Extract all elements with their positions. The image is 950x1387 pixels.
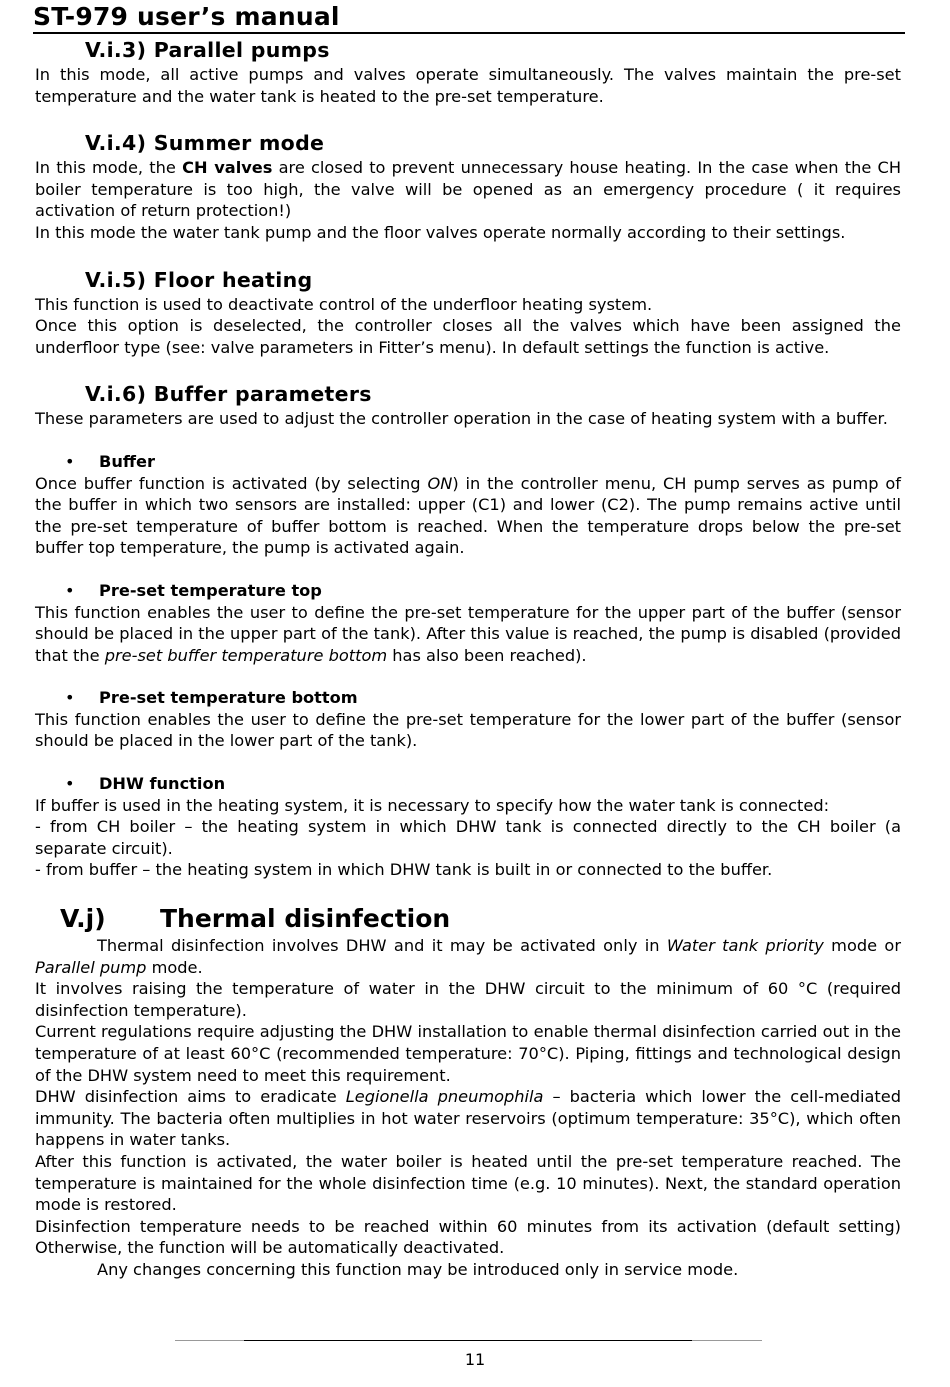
heading-thermal-disinfection: V.j) Thermal disinfection [60,904,451,934]
paragraph: In this mode, all active pumps and valves operate simultaneously. The valves maintain the pre-set temperature and the water tank is heated to the pre-set temperature. [35,65,901,106]
manual-title: ST-979 user’s manual [33,2,340,31]
paragraph: Any changes concerning this function may be introduced only in service mode. [97,1259,739,1279]
paragraph: Once buffer function is activated (by selecting ON) in the controller menu, CH pump serves as pump of the buffer in which two sensors are installed: upper (C1) and lower (C2). The pump remains active until the pre-set temperature of buffer bottom is reached. When the temperature drops below the pre-set buffer top temperature, the pump is activated again. [35,473,901,558]
heading-floor-heating: V.i.5) Floor heating [85,267,313,292]
bullet-preset-top: • Pre-set temperature top [65,580,322,600]
paragraph: In this mode the water tank pump and the floor valves operate normally according to their settings. [35,222,846,242]
page-number: 11 [464,1350,486,1369]
heading-summer-mode: V.i.4) Summer mode [85,131,325,156]
paragraph: This function is used to deactivate control of the underfloor heating system. [35,294,653,314]
paragraph: This function enables the user to define the pre-set temperature for the upper part of the buffer (sensor should be placed in the upper part of the tank). After this value is reached, the pump is disabled (provided that the pre-set buffer temperature bottom has also been reached). [35,602,901,665]
paragraph: If buffer is used in the heating system, it is necessary to specify how the water tank is connected: [35,795,830,815]
bullet-preset-bottom: • Pre-set temperature bottom [65,688,358,708]
paragraph: Thermal disinfection involves DHW and it may be activated only in Water tank priority mode or Parallel pump mode. [35,936,901,977]
paragraph: - from buffer – the heating system in which DHW tank is built in or connected to the buffer. [35,860,773,880]
page-content [35,36,901,1281]
page-header [33,2,905,34]
paragraph: - from CH boiler – the heating system in which DHW tank is connected directly to the CH boiler (a separate circuit). [35,817,901,858]
heading-parallel-pumps: V.i.3) Parallel pumps [85,38,330,62]
paragraph: This function enables the user to define the pre-set temperature for the lower part of the buffer (sensor should be placed in the lower part of the tank). [35,709,901,751]
paragraph: After this function is activated, the water boiler is heated until the pre-set temperature reached. The temperature is maintained for the whole disinfection time (e.g. 10 minutes). Next, the standard operation mode is restored. [35,1151,901,1215]
paragraph: In this mode, the CH valves are closed to prevent unnecessary house heating. In the case when the CH boiler temperature is too high, the valve will be opened as an emergency procedure ( it requires activation of return protection!) [35,158,901,221]
paragraph: Disinfection temperature needs to be reached within 60 minutes from its activation (default setting) Otherwise, the function will be automatically deactivated. [35,1216,901,1258]
paragraph: These parameters are used to adjust the controller operation in the case of heating system with a buffer. [35,409,888,429]
bullet-dhw-function: • DHW function [65,774,226,794]
paragraph: Current regulations require adjusting the DHW installation to enable thermal disinfection carried out in the temperature of at least 60°C (recommended temperature: 70°C). Piping, fittings and technological design of the DHW system need to meet this requirement. [35,1022,901,1085]
paragraph: DHW disinfection aims to eradicate Legionella pneumophila – bacteria which lower the cell-mediated immunity. The bacteria often multiplies in hot water reservoirs (optimum temperature: 35°C), which often happens in water tanks. [35,1087,901,1150]
heading-buffer-parameters: V.i.6) Buffer parameters [85,382,372,407]
footer-divider [175,1340,762,1342]
paragraph: Once this option is deselected, the controller closes all the valves which have been assigned the underfloor type (see: valve parameters in Fitter’s menu). In default settings the function is active. [35,316,901,357]
bullet-buffer: • Buffer [65,451,155,471]
paragraph: It involves raising the temperature of water in the DHW circuit to the minimum of 60 °C (required disinfection temperature). [35,979,901,1020]
